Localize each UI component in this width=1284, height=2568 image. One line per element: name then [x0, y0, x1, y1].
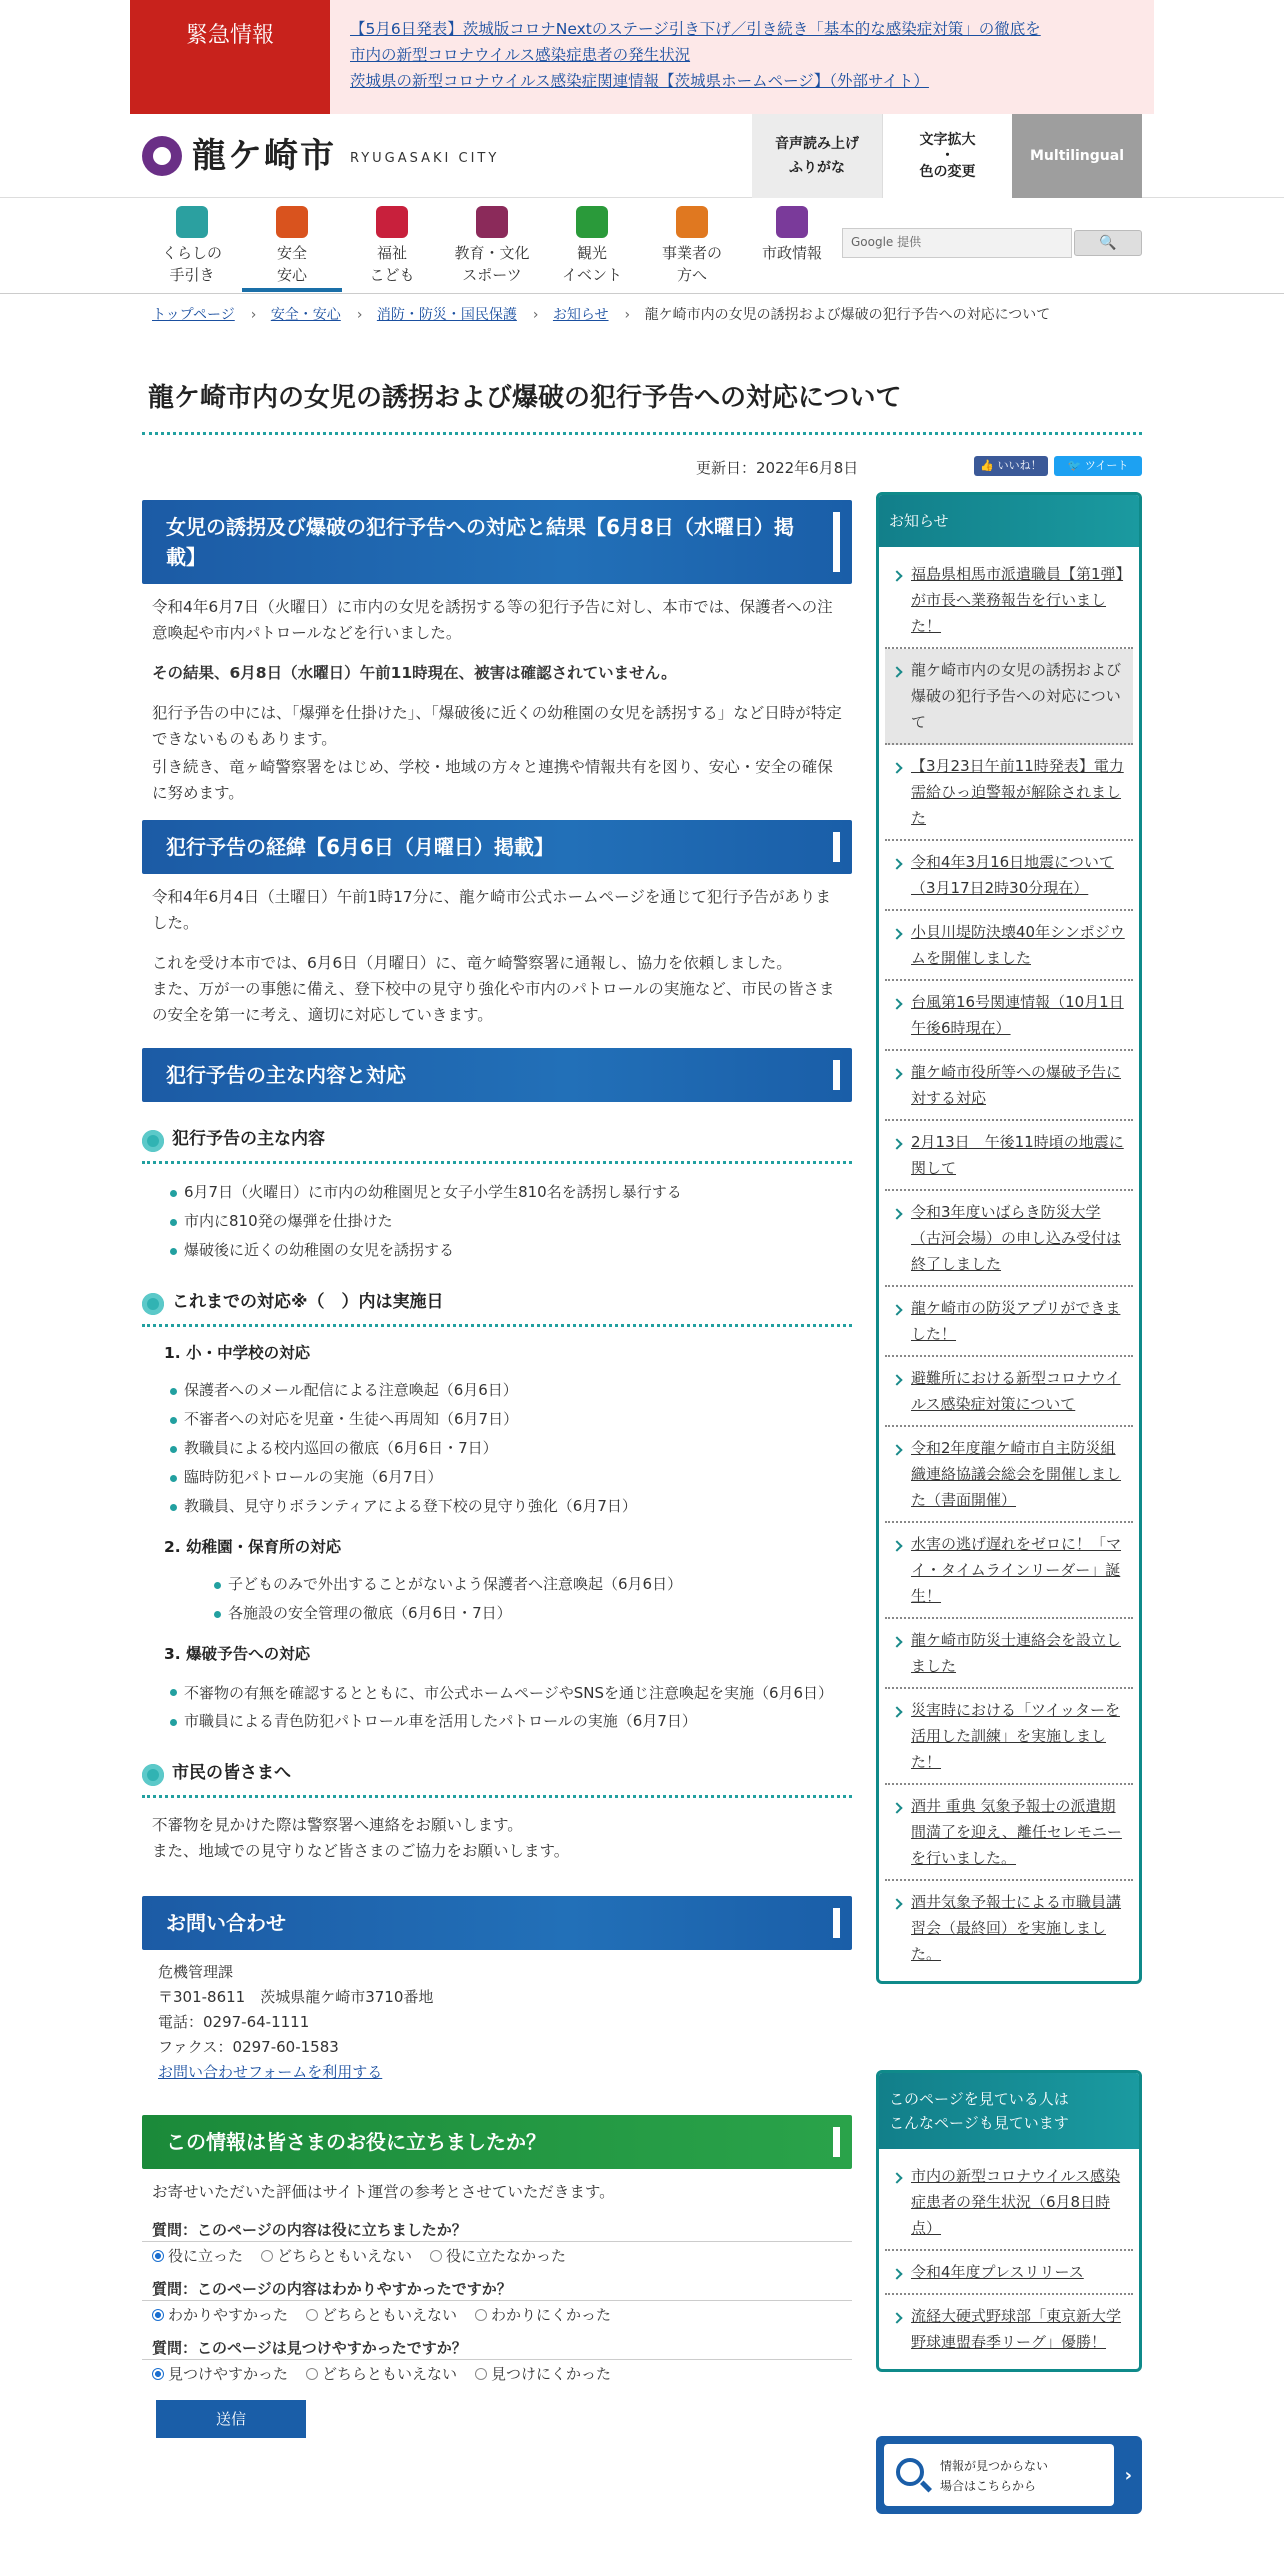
radio-label: 見つけにくかった	[491, 2364, 612, 2383]
voice-label: 音声読み上げ	[775, 136, 859, 152]
paragraph: 令和4年6月4日（土曜日）午前1時17分に、龍ケ崎市公式ホームページを通じて犯行予告がありました。	[152, 888, 831, 932]
news-link[interactable]: 龍ケ崎市役所等への爆破予告に対する対応	[911, 1063, 1122, 1107]
main-content	[142, 500, 852, 2438]
breadcrumb-current: 龍ケ崎市内の女児の誘拐および爆破の犯行予告への対応について	[644, 307, 1051, 323]
emergency-link[interactable]: 茨城県の新型コロナウイルス感染症関連情報【茨城県ホームページ】（外部サイト）	[350, 72, 929, 90]
radio-option[interactable]	[306, 2303, 457, 2327]
feedback-question: 質問：このページの内容は役に立ちましたか？	[142, 2219, 852, 2242]
city-emblem-icon	[142, 136, 182, 176]
radio-icon[interactable]	[475, 2368, 487, 2380]
paragraph-bold: その結果、6月8日（水曜日）午前11時現在、被害は確認されていません。	[152, 664, 677, 682]
list-item: 教職員による校内巡回の徹底（6月6日・7日）	[170, 1434, 852, 1463]
nav-label: イベント	[561, 266, 622, 284]
item-heading: 2. 幼稚園・保育所の対応	[164, 1538, 342, 1557]
subsection-heading: 犯行予告の主な内容	[142, 1120, 852, 1164]
news-item[interactable]	[885, 553, 1133, 649]
list-item: 不審者への対応を児童・生徒へ再周知（6月7日）	[170, 1405, 852, 1434]
person-icon	[176, 206, 208, 238]
text-size-label: 文字拡大	[919, 132, 976, 148]
page-title: 龍ケ崎市内の女児の誘拐および爆破の犯行予告への対応について	[148, 383, 902, 413]
radio-icon[interactable]	[430, 2250, 442, 2262]
paragraph: 犯行予告の中には、「爆弾を仕掛けた」、「爆破後に近くの幼稚園の女児を誘拐する」など日時が特定できないものもあります。	[152, 704, 842, 748]
radio-label: わかりにくかった	[491, 2305, 612, 2324]
radio-icon[interactable]	[306, 2309, 318, 2321]
item-heading: 3. 爆破予告への対応	[164, 1644, 311, 1663]
nav-living[interactable]	[142, 206, 242, 286]
radio-option[interactable]	[430, 2244, 566, 2268]
news-item[interactable]	[885, 745, 1133, 841]
nav-label: 方へ	[676, 266, 707, 284]
news-link[interactable]: 小貝川堤防決壊40年シンポジウムを開催しました	[911, 923, 1125, 967]
emergency-link[interactable]: 市内の新型コロナウイルス感染症患者の発生状況	[350, 46, 691, 64]
contact-fax: ファクス：0297-60-1583	[158, 2037, 339, 2056]
radio-checked-icon[interactable]	[152, 2368, 164, 2380]
search-input[interactable]: Google 提供	[842, 228, 1072, 258]
radio-label: 役に立たなかった	[446, 2246, 567, 2265]
nav-education[interactable]	[442, 206, 542, 286]
news-link[interactable]: 酒井 重典 気象予報士の派遣期間満了を迎え、離任セレモニーを行いました。	[911, 1797, 1122, 1867]
nav-business[interactable]	[642, 206, 742, 286]
news-link[interactable]: 避難所における新型コロナウイルス感染症対策について	[911, 1369, 1121, 1413]
contact-form-link[interactable]: お問い合わせフォームを利用する	[158, 2062, 383, 2081]
radio-label: どちらともいえない	[322, 2364, 458, 2383]
logo-text-jp: 龍ケ崎市	[192, 135, 336, 176]
subsection-heading: これまでの対応※（ ）内は実施日	[142, 1283, 852, 1327]
radio-checked-icon[interactable]	[152, 2250, 164, 2262]
not-found-box	[884, 2444, 1114, 2506]
breadcrumb-link[interactable]: お知らせ	[552, 307, 609, 323]
not-found-banner[interactable]	[876, 2436, 1142, 2514]
camera-icon	[576, 206, 608, 238]
news-link[interactable]: 災害時における「ツイッターを活用した訓練」を実施しました！	[911, 1701, 1120, 1771]
related-link[interactable]: 市内の新型コロナウイルス感染症患者の発生状況（6月8日時点）	[911, 2167, 1121, 2237]
nav-label: 安全	[276, 244, 307, 262]
news-item[interactable]	[885, 1523, 1133, 1619]
title-divider	[142, 432, 1142, 435]
related-sidebar	[876, 2070, 1142, 2372]
radio-label: どちらともいえない	[277, 2246, 413, 2265]
radio-option[interactable]	[306, 2362, 457, 2386]
voice-furigana-button[interactable]	[752, 114, 882, 198]
related-list	[879, 2149, 1139, 2369]
news-link[interactable]: 酒井気象予報士による市職員講習会（最終回）を実施しました。	[911, 1893, 1122, 1963]
not-found-line: 情報が見つからない	[940, 2459, 1049, 2473]
text-size-color-button[interactable]	[882, 114, 1012, 198]
search-button[interactable]: 🔍	[1074, 230, 1142, 256]
news-sidebar	[876, 492, 1142, 1984]
nav-label: 事業者の	[661, 244, 722, 262]
news-item[interactable]	[885, 1051, 1133, 1121]
related-link[interactable]: 令和4年度プレスリリース	[911, 2263, 1084, 2281]
feedback-options	[142, 2360, 852, 2388]
list-item: 市職員による青色防犯パトロール車を活用したパトロールの実施（6月7日）	[170, 1707, 852, 1736]
book-icon	[476, 206, 508, 238]
radio-option[interactable]	[475, 2362, 611, 2386]
list-item: 教職員、見守りボランティアによる登下校の見守り強化（6月7日）	[170, 1492, 852, 1521]
news-item[interactable]	[885, 1785, 1133, 1881]
related-item[interactable]	[885, 2295, 1133, 2363]
feedback-intro: お寄せいただいた評価はサイト運営の参考とさせていただきます。	[152, 2182, 615, 2201]
news-link[interactable]: 【3月23日午前11時発表】電力需給ひっ迫警報が解除されました	[911, 757, 1124, 827]
feedback-question: 質問：このページは見つけやすかったですか？	[142, 2337, 852, 2360]
nav-label: こども	[369, 266, 415, 284]
list-item: 子どものみで外出することがないよう保護者へ注意喚起（6月6日）	[214, 1570, 852, 1599]
emergency-bar	[130, 0, 1154, 114]
site-logo[interactable]	[142, 134, 499, 178]
list-item: 6月7日（火曜日）に市内の幼稚園児と女子小学生810名を誘拐し暴行する	[170, 1178, 852, 1207]
not-found-line: 場合はこちらから	[940, 2479, 1037, 2493]
related-heading	[879, 2073, 1139, 2149]
breadcrumb-link[interactable]: 消防・防災・国民保護	[376, 307, 517, 323]
chevron-right-icon: ›	[1124, 2465, 1132, 2486]
news-link[interactable]: 龍ケ崎市の防災アプリができました！	[911, 1299, 1121, 1343]
emergency-link[interactable]: 【5月6日発表】茨城版コロナNextのステージ引き下げ／引き続き「基本的な感染症対策」の徹底を	[350, 20, 1041, 38]
news-link[interactable]: 2月13日 午後11時頃の地震に関して	[911, 1133, 1124, 1177]
list-item: 臨時防犯パトロールの実施（6月7日）	[170, 1463, 852, 1492]
contact-tel: 電話：0297-64-1111	[158, 2012, 310, 2031]
section-heading: 犯行予告の経緯【6月6日（月曜日）掲載】	[142, 820, 852, 874]
contact-dept: 危機管理課	[158, 1962, 234, 1981]
nav-label: 手引き	[169, 266, 215, 284]
news-link[interactable]: 福島県相馬市派遣職員【第1弾】が市長へ業務報告を行いました！	[911, 565, 1124, 635]
nav-label: 観光	[576, 244, 607, 262]
news-item[interactable]	[885, 1619, 1133, 1689]
radio-label: わかりやすかった	[168, 2305, 289, 2324]
paragraph: これを受け本市では、6月6日（月曜日）に、竜ケ崎警察署に通報し、協力を依頼しました。	[152, 954, 792, 972]
breadcrumb-link[interactable]: 安全・安心	[270, 307, 341, 323]
radio-option[interactable]	[152, 2362, 288, 2386]
document-icon	[776, 206, 808, 238]
news-item[interactable]	[885, 1689, 1133, 1785]
nav-tourism[interactable]	[542, 206, 642, 286]
nav-label: 安心	[276, 266, 307, 284]
bullet-list	[142, 1677, 852, 1736]
site-header	[0, 114, 1284, 198]
text-sep: ・	[940, 148, 955, 164]
news-item[interactable]	[885, 841, 1133, 911]
news-item[interactable]	[885, 1427, 1133, 1523]
feedback-options	[142, 2242, 852, 2270]
radio-icon[interactable]	[261, 2250, 273, 2262]
radio-icon[interactable]	[306, 2368, 318, 2380]
contact-address: 〒301-8611 茨城県龍ケ崎市3710番地	[158, 1987, 434, 2006]
bullet-list	[142, 1376, 852, 1521]
paragraph: また、地域での見守りなど皆さまのご協力をお願いします。	[152, 1841, 570, 1860]
feedback-heading: この情報は皆さまのお役に立ちましたか？	[142, 2115, 852, 2169]
submit-button[interactable]: 送信	[156, 2400, 306, 2438]
nav-welfare[interactable]	[342, 206, 442, 286]
section-heading: 女児の誘拐及び爆破の犯行予告への対応と結果【6月8日（水曜日）掲載】	[142, 500, 852, 584]
news-item[interactable]	[885, 1287, 1133, 1357]
news-link[interactable]: 令和4年3月16日地震について（3月17日2時30分現在）	[911, 853, 1114, 897]
megaphone-icon	[276, 206, 308, 238]
list-item: 爆破後に近くの幼稚園の女児を誘拐する	[170, 1236, 852, 1265]
related-item[interactable]	[885, 2155, 1133, 2251]
paragraph: 不審物を見かけた際は警察署へ連絡をお願いします。	[152, 1815, 523, 1834]
list-item: 保護者へのメール配信による注意喚起（6月6日）	[170, 1376, 852, 1405]
news-current-label: 龍ケ崎市内の女児の誘拐および爆破の犯行予告への対応について	[911, 661, 1122, 731]
global-nav	[0, 198, 1284, 294]
news-list	[879, 547, 1139, 1981]
radio-option[interactable]	[152, 2244, 243, 2268]
color-label: 色の変更	[919, 164, 976, 180]
updated-date: 更新日：2022年6月8日	[696, 459, 859, 477]
news-link[interactable]: 龍ケ崎市防災士連絡会を設立しました	[911, 1631, 1122, 1675]
emergency-links	[350, 16, 1140, 94]
paragraph: 引き続き、竜ヶ崎警察署をはじめ、学校・地域の方々と連携や情報共有を図り、安心・安全の確保に努めます。	[152, 758, 833, 802]
list-item: 各施設の安全管理の徹底（6月6日・7日）	[214, 1599, 852, 1628]
section-heading: 犯行予告の主な内容と対応	[142, 1048, 852, 1102]
nav-label: くらしの	[161, 244, 222, 262]
businessman-icon	[676, 206, 708, 238]
news-item[interactable]	[885, 1881, 1133, 1975]
nav-cityinfo[interactable]	[742, 206, 842, 264]
related-item[interactable]	[885, 2251, 1133, 2295]
multilingual-button[interactable]: Multilingual	[1012, 114, 1142, 198]
emergency-label: 緊急情報	[130, 0, 330, 114]
radio-checked-icon[interactable]	[152, 2309, 164, 2321]
breadcrumb: トップページ › 安全・安心 › 消防・防災・国民保護 › お知らせ › 龍ケ崎市内の女児の誘拐および爆破の犯行予告への対応について	[152, 307, 1051, 323]
nav-label: 教育・文化	[454, 244, 530, 262]
furigana-label: ふりがな	[789, 160, 845, 176]
subsection-heading: 市民の皆さまへ	[142, 1754, 852, 1798]
news-item[interactable]	[885, 1121, 1133, 1191]
site-search	[842, 228, 1142, 258]
logo-text-en: RYUGASAKI CITY	[350, 150, 500, 166]
news-item[interactable]	[885, 1357, 1133, 1427]
feedback-question: 質問：このページの内容はわかりやすかったですか？	[142, 2278, 852, 2301]
news-item[interactable]	[885, 981, 1133, 1051]
news-link[interactable]: 水害の逃げ遅れをゼロに！「マイ・タイムラインリーダー」誕生！	[911, 1535, 1122, 1605]
nav-label: スポーツ	[462, 266, 522, 284]
item-heading: 1. 小・中学校の対応	[164, 1344, 311, 1363]
related-heading-line: このページを見ている人は	[889, 2090, 1069, 2108]
paragraph: 令和4年6月7日（火曜日）に市内の女児を誘拐する等の犯行予告に対し、本市では、保護者への注意喚起や市内パトロールなどを行いました。	[152, 598, 833, 642]
magnifier-icon	[896, 2458, 924, 2486]
contact-heading: お問い合わせ	[142, 1896, 852, 1950]
news-link[interactable]: 令和3年度いばらき防災大学（古河会場）の申し込み受付は終了しました	[911, 1203, 1122, 1273]
nav-label: 福祉	[376, 244, 407, 262]
news-item-current	[885, 649, 1133, 745]
related-heading-line: こんなページも見ています	[889, 2114, 1069, 2132]
nav-safety[interactable]	[242, 206, 342, 292]
bullet-list	[142, 1178, 852, 1265]
radio-label: どちらともいえない	[322, 2305, 458, 2324]
news-item[interactable]	[885, 1191, 1133, 1287]
news-link[interactable]: 台風第16号関連情報（10月1日午後6時現在）	[911, 993, 1124, 1037]
news-item[interactable]	[885, 911, 1133, 981]
feedback-options	[142, 2301, 852, 2329]
radio-option[interactable]	[261, 2244, 412, 2268]
tweet-button[interactable]: 🐦 ツイート	[1054, 456, 1142, 476]
bullet-list	[142, 1570, 852, 1628]
radio-option[interactable]	[475, 2303, 611, 2327]
news-heading: お知らせ	[879, 495, 1139, 547]
radio-option[interactable]	[152, 2303, 288, 2327]
paragraph: また、万が一の事態に備え、登下校中の見守り強化や市内のパトロールの実施など、市民の皆さまの安全を第一に考え、適切に対応していきます。	[152, 980, 835, 1024]
baby-bottle-icon	[376, 206, 408, 238]
radio-icon[interactable]	[475, 2309, 487, 2321]
contact-info	[142, 1960, 852, 2085]
list-item: 市内に810発の爆弾を仕掛けた	[170, 1207, 852, 1236]
radio-label: 役に立った	[168, 2246, 244, 2265]
breadcrumb-link[interactable]: トップページ	[152, 307, 235, 323]
news-link[interactable]: 令和2年度龍ケ崎市自主防災組織連絡協議会総会を開催しました（書面開催）	[911, 1439, 1122, 1509]
related-link[interactable]: 流経大硬式野球部「東京新大学野球連盟春季リーグ」優勝！	[911, 2307, 1122, 2351]
radio-label: 見つけやすかった	[168, 2364, 289, 2383]
list-item: 不審物の有無を確認するとともに、市公式ホームページやSNSを通じ注意喚起を実施（6月6日）	[170, 1677, 852, 1707]
nav-label: 市政情報	[761, 244, 822, 262]
facebook-like-button[interactable]: 👍 いいね！	[974, 456, 1048, 476]
